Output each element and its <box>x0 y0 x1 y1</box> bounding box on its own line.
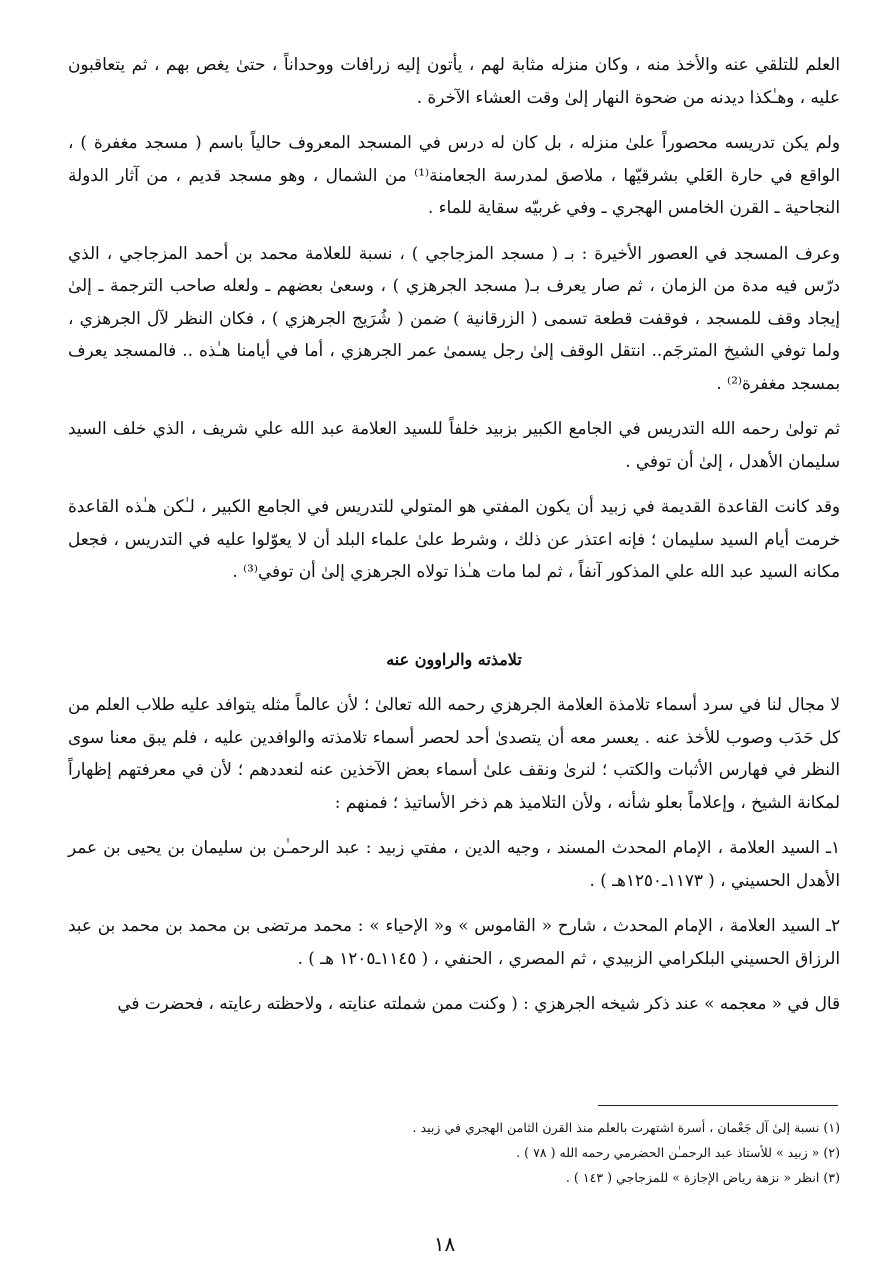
list-item: ٢ـ السيد العلامة ، الإمام المحدث ، شارح « القاموس » و« الإحياء » : محمد مرتضى بن محمد بن محمد بن عبد الرزاق الحسيني البلكرامي الزبيدي ، ثم المصري ، الحنفي ، ( ١١٤٥ـ١٢٠٥ هـ ) . <box>68 915 840 968</box>
paragraph: وعرف المسجد في العصور الأخيرة : بـ ( مسجد المزجاجي ) ، نسبة للعلامة محمد بن أحمد المزجاجي ، الذي درّس فيه مدة من الزمان ، ثم صار يعرف بـ( مسجد الجرهزي ) ، وسعىٰ بعضهم ـ ولعله صاحب الترجمة ـ إلىٰ إيجاد وقف للمسجد ، فوقفت قطعة تسمى ( الزرقانية ) ضمن ( شُرَيج الجرهزي ) ، فكان النظر لآل الجرهزي ، ولما توفي الشيخ المترجَم.. انتقل الوقف إلىٰ رجل يسمىٰ عمر الجرهزي ، أما في أيامنا هـٰذه .. فالمسجد يعرف بمسجد مغفرة⁽²⁾ . <box>68 242 840 393</box>
footnote-divider <box>598 1105 838 1106</box>
paragraph: العلم للتلقي عنه والأخذ منه ، وكان منزله مثابة لهم ، يأتون إليه زرافات ووحداناً ، حتىٰ يغص بهم ، ثم يتعاقبون عليه ، وهـٰكذا ديدنه من ضحوة النهار إلىٰ وقت العشاء الآخرة . <box>68 54 840 107</box>
section-heading: تلامذته والراوون عنه <box>386 649 522 669</box>
page-number: ١٨ <box>433 1232 456 1256</box>
paragraph: ولم يكن تدريسه محصوراً علىٰ منزله ، بل كان له درس في المسجد المعروف حالياً باسم ( مسجد مغفرة ) ، الواقع في حارة العَلي بشرقيّها ، ملاصق لمدرسة الجعامنة⁽¹⁾ من الشمال ، وهو مسجد قديم ، من آثار الدولة النجاحية ـ القرن الخامس الهجري ـ وفي غربيّه سقاية للماء . <box>68 132 840 217</box>
footnote: (٣) انظر « نزهة رياض الإجازة » للمزجاجي ( ١٤٣ ) . <box>565 1170 840 1185</box>
paragraph: قال في « معجمه » عند ذكر شيخه الجرهزي : ( وكنت ممن شملته عنايته ، ولاحظته رعايته ، فحضرت في <box>117 993 840 1013</box>
paragraph: ثم تولىٰ رحمه الله التدريس في الجامع الكبير بزبيد خلفاً للسيد العلامة عبد الله علي شريف ، الذي خلف السيد سليمان الأهدل ، إلىٰ أن توفي . <box>68 418 840 471</box>
paragraph: لا مجال لنا في سرد أسماء تلامذة العلامة الجرهزي رحمه الله تعالىٰ ؛ لأن عالماً مثله يتوافد عليه طلاب العلم من كل حَدَب وصوب للأخذ عنه . يعسر معه أن يتصدىٰ أحد لحصر أسماء تلامذته والوافدين عليه ، فلم يبق معنا سوى النظر في فهارس الأثبات والكتب ؛ لنرىٰ ونقف علىٰ أسماء بعض الآخذين عنه لنعددهم ؛ لأن في معرفتهم إظهاراً لمكانة الشيخ ، وإعلاماً بعلو شأنه ، ولأن التلاميذ هم ذخر الأساتيذ ؛ فمنهم : <box>68 694 840 812</box>
page-body <box>68 48 840 1033</box>
footnotes <box>68 1115 840 1190</box>
footnote: (٢) « زبيد » للأستاذ عبد الرحمـٰن الحضرمي رحمه الله ( ٧٨ ) . <box>516 1145 840 1160</box>
footnote: (١) نسبة إلىٰ آل جَعْمان ، أسرة اشتهرت بالعلم منذ القرن الثامن الهجري في زبيد . <box>412 1120 840 1135</box>
paragraph: وقد كانت القاعدة القديمة في زبيد أن يكون المفتي هو المتولي للتدريس في الجامع الكبير ، لـٰكن هـٰذه القاعدة خرمت أيام السيد سليمان ؛ فإنه اعتذر عن ذلك ، وشرط علىٰ علماء البلد أن لا يعوّلوا عليه في التدريس ، فجعل مكانه السيد عبد الله علي المذكور آنفاً ، ثم لما مات هـٰذا تولاه الجرهزي إلىٰ أن توفي⁽³⁾ . <box>68 496 840 581</box>
list-item: ١ـ السيد العلامة ، الإمام المحدث المسند ، وجيه الدين ، مفتي زبيد : عبد الرحمـٰن بن سليمان بن يحيى بن عمر الأهدل الحسيني ، ( ١١٧٣ـ١٢٥٠هـ ) . <box>68 837 840 890</box>
